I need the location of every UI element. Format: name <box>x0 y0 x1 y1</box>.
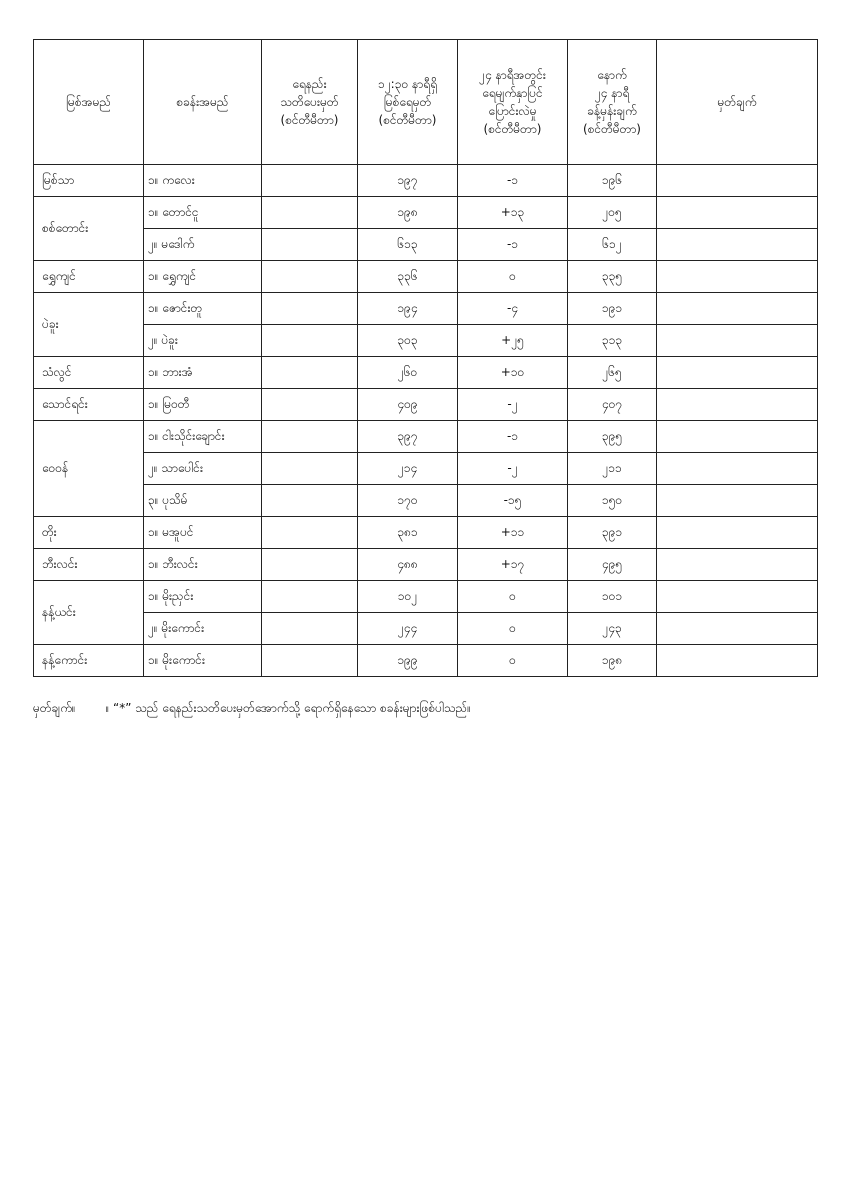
forecast-level: ၃၉၁ <box>568 517 657 549</box>
water-level: ၁၉၈ <box>358 197 458 229</box>
footnote-label: မှတ်ချက်။ <box>33 701 76 715</box>
table-row <box>34 197 818 229</box>
table-row <box>34 549 818 581</box>
station-name: ၁။ မိုးကောင်း <box>144 645 262 677</box>
water-level: ၁၀၂ <box>358 581 458 613</box>
station-name: ၁။ ကလေး <box>144 165 262 197</box>
water-level: ၃၃၆ <box>358 261 458 293</box>
forecast-level: ၆၁၂ <box>568 229 657 261</box>
station-name: ၁။ ဇောင်းတူ <box>144 293 262 325</box>
remark <box>657 581 818 613</box>
remark <box>657 261 818 293</box>
low-water-warning <box>262 357 358 389</box>
remark <box>657 389 818 421</box>
table-row <box>34 229 818 261</box>
table-row <box>34 325 818 357</box>
remark <box>657 421 818 453</box>
water-level: ၆၁၃ <box>358 229 458 261</box>
water-level: ၃၉၇ <box>358 421 458 453</box>
remark <box>657 485 818 517</box>
river-name: ဘီးလင်း <box>34 549 144 581</box>
water-level: ၄၈၈ <box>358 549 458 581</box>
low-water-warning <box>262 485 358 517</box>
water-level: ၂၆၀ <box>358 357 458 389</box>
level-change: -၁ <box>458 165 568 197</box>
low-water-warning <box>262 197 358 229</box>
low-water-warning <box>262 581 358 613</box>
level-change: -၂ <box>458 453 568 485</box>
forecast-level: ၂၆၅ <box>568 357 657 389</box>
low-water-warning <box>262 549 358 581</box>
river-name: သောင်ရင်း <box>34 389 144 421</box>
forecast-level: ၂၀၅ <box>568 197 657 229</box>
station-name: ၂။ မိုးကောင်း <box>144 613 262 645</box>
low-water-warning <box>262 165 358 197</box>
low-water-warning <box>262 453 358 485</box>
station-name: ၂။ မဒေါက် <box>144 229 262 261</box>
table-row <box>34 389 818 421</box>
low-water-warning <box>262 261 358 293</box>
low-water-warning <box>262 517 358 549</box>
level-change: -၄ <box>458 293 568 325</box>
station-name: ၂။ သာပေါင်း <box>144 453 262 485</box>
table-row <box>34 485 818 517</box>
water-level: ၂၁၄ <box>358 453 458 485</box>
forecast-level: ၁၉၁ <box>568 293 657 325</box>
level-change: +၁၁ <box>458 517 568 549</box>
station-name: ၁။ တောင်ငူ <box>144 197 262 229</box>
station-name: ၁။ ဘားအံ <box>144 357 262 389</box>
low-water-warning <box>262 645 358 677</box>
low-water-warning <box>262 229 358 261</box>
footnote <box>33 700 471 718</box>
low-water-warning <box>262 325 358 357</box>
level-change: -၁ <box>458 421 568 453</box>
water-level: ၄၀၉ <box>358 389 458 421</box>
level-change: ၀ <box>458 581 568 613</box>
header-river-name: မြစ်အမည် <box>34 40 144 165</box>
level-change: -၁ <box>458 229 568 261</box>
table-row <box>34 645 818 677</box>
header-current-level: ၁၂:၃၀ နာရီရှိ မြစ်ရေမှတ် (စင်တီမီတာ) <box>358 40 458 165</box>
level-change: +၁၃ <box>458 197 568 229</box>
water-level: ၁၉၇ <box>358 165 458 197</box>
low-water-warning <box>262 389 358 421</box>
header-station-name: စခန်းအမည် <box>144 40 262 165</box>
header-24h-forecast: နောက် ၂၄ နာရီ ခန့်မှန်းချက် (စင်တီမီတာ) <box>568 40 657 165</box>
level-change: ၀ <box>458 613 568 645</box>
remark <box>657 165 818 197</box>
remark <box>657 229 818 261</box>
water-level: ၁၇၀ <box>358 485 458 517</box>
table-body <box>34 165 818 677</box>
river-name: မြစ်သာ <box>34 165 144 197</box>
river-name: သံလွင် <box>34 357 144 389</box>
remark <box>657 517 818 549</box>
station-name: ၂။ ပဲခူး <box>144 325 262 357</box>
forecast-level: ၄၀၇ <box>568 389 657 421</box>
header-row <box>34 40 818 165</box>
forecast-level: ၁၉၈ <box>568 645 657 677</box>
remark <box>657 325 818 357</box>
forecast-level: ၂၁၁ <box>568 453 657 485</box>
table-row <box>34 165 818 197</box>
level-change: ၀ <box>458 261 568 293</box>
water-level: ၁၉၉ <box>358 645 458 677</box>
table-row <box>34 517 818 549</box>
remark <box>657 357 818 389</box>
level-change: +၁၇ <box>458 549 568 581</box>
river-name: စစ်တောင်း <box>34 197 144 261</box>
station-name: ၁။ မြဝတီ <box>144 389 262 421</box>
remark <box>657 549 818 581</box>
forecast-level: ၃၁၃ <box>568 325 657 357</box>
table-row <box>34 453 818 485</box>
remark <box>657 197 818 229</box>
river-name: နန့်ကောင်း <box>34 645 144 677</box>
river-level-sheet <box>33 39 817 677</box>
table-row <box>34 261 818 293</box>
low-water-warning <box>262 293 358 325</box>
low-water-warning <box>262 421 358 453</box>
water-level: ၃၈၁ <box>358 517 458 549</box>
river-name: တိုး <box>34 517 144 549</box>
remark <box>657 645 818 677</box>
station-name: ၁။ ဘီးလင်း <box>144 549 262 581</box>
forecast-level: ၁၅၀ <box>568 485 657 517</box>
water-level: ၃၀၃ <box>358 325 458 357</box>
header-24h-change: ၂၄ နာရီအတွင်း ရေမျက်နှာပြင် ပြောင်းလဲမှု (စင်တီမီတာ) <box>458 40 568 165</box>
remark <box>657 453 818 485</box>
remark <box>657 613 818 645</box>
table-row <box>34 293 818 325</box>
station-name: ၁။ မအူပင် <box>144 517 262 549</box>
station-name: ၁။ မိုးညှင်း <box>144 581 262 613</box>
station-name: ၁။ ရွှေကျင် <box>144 261 262 293</box>
header-remarks: မှတ်ချက် <box>657 40 818 165</box>
header-low-water-warning: ရေနည်း သတိပေးမှတ် (စင်တီမီတာ) <box>262 40 358 165</box>
table-row <box>34 581 818 613</box>
level-change: -၂ <box>458 389 568 421</box>
table-row <box>34 613 818 645</box>
river-name: ရွှေကျင် <box>34 261 144 293</box>
forecast-level: ၁၉၆ <box>568 165 657 197</box>
forecast-level: ၃၉၅ <box>568 421 657 453</box>
level-change: +၁၀ <box>458 357 568 389</box>
table-row <box>34 421 818 453</box>
level-change: -၁၅ <box>458 485 568 517</box>
water-level: ၁၉၄ <box>358 293 458 325</box>
river-level-table <box>33 39 818 677</box>
forecast-level: ၁၀၁ <box>568 581 657 613</box>
forecast-level: ၂၄၃ <box>568 613 657 645</box>
station-name: ၃။ ပုသိမ် <box>144 485 262 517</box>
remark <box>657 293 818 325</box>
river-name: နန့်ယင်း <box>34 581 144 645</box>
station-name: ၁။ ငါးသိုင်းချောင်း <box>144 421 262 453</box>
river-name: ဝေ၀န် <box>34 421 144 517</box>
table-row <box>34 357 818 389</box>
low-water-warning <box>262 613 358 645</box>
level-change: ၀ <box>458 645 568 677</box>
level-change: +၂၅ <box>458 325 568 357</box>
forecast-level: ၃၃၅ <box>568 261 657 293</box>
forecast-level: ၄၉၅ <box>568 549 657 581</box>
water-level: ၂၄၄ <box>358 613 458 645</box>
footnote-text: ။ “*” သည် ရေနည်းသတိပေးမှတ်အောက်သို့ ရောက်ရှိနေသော စခန်းများဖြစ်ပါသည်။ <box>105 701 471 715</box>
river-name: ပဲခူး <box>34 293 144 357</box>
